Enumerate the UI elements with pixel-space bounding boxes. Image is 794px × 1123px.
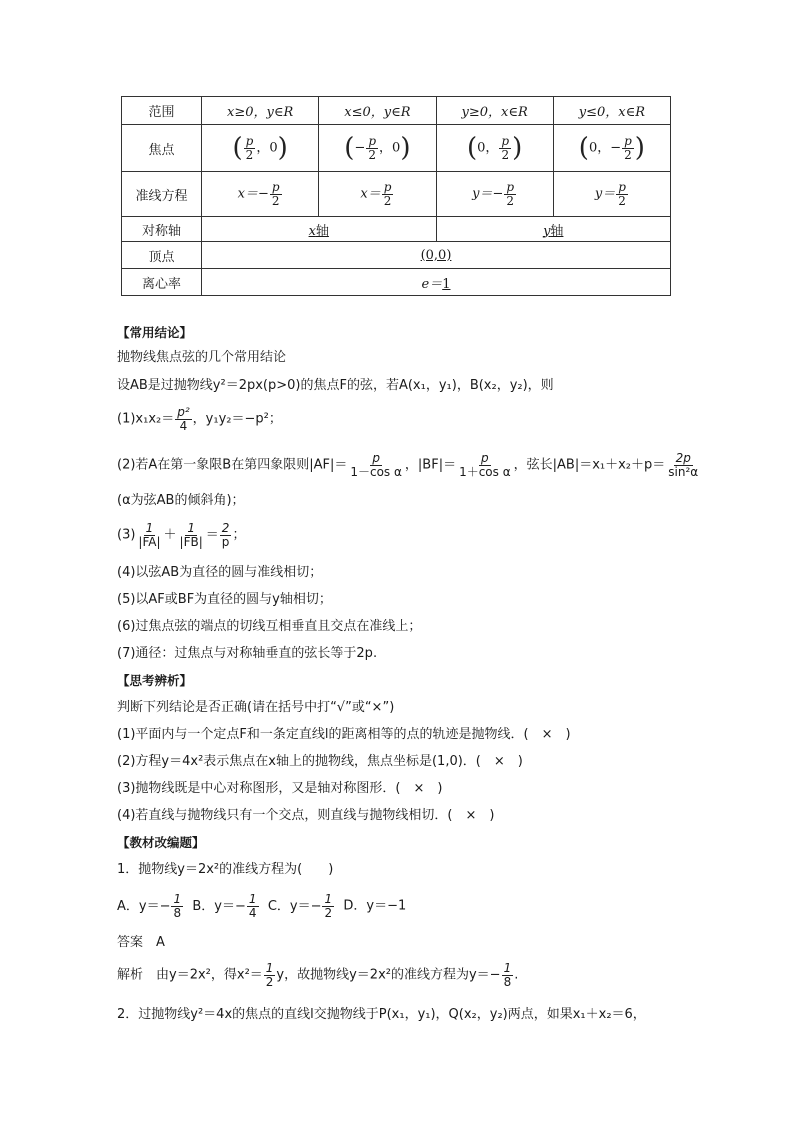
thinking-instruction: 判断下列结论是否正确(请在括号中打“√”或“×”) bbox=[117, 700, 395, 715]
range-cell: x≥0，y∈R bbox=[202, 97, 319, 125]
range-cell: y≤0，x∈R bbox=[553, 97, 670, 125]
parabola-properties-table bbox=[121, 96, 671, 296]
question-1-options bbox=[117, 893, 406, 919]
row-label-focus: 焦点 bbox=[122, 125, 202, 172]
table-row-vertex bbox=[122, 242, 671, 269]
conclusions-intro: 设AB是过抛物线y²＝2px(p>0)的焦点F的弦，若A(x₁，y₁)，B(x₂，y₂)，则 bbox=[117, 378, 554, 393]
focus-cell: (0，− $\frac{p}{2}$ ) bbox=[553, 125, 670, 172]
option-d: D．y＝−1 bbox=[343, 898, 407, 914]
table-row-directrix bbox=[122, 172, 671, 217]
table-row-axis bbox=[122, 217, 671, 242]
directrix-cell: x＝ $\frac{p}{2}$ bbox=[319, 172, 436, 217]
section-heading-conclusions: 【常用结论】 bbox=[117, 325, 193, 340]
conclusion-item-1: (1)x₁x₂＝ $\frac{\text{p²}}{4}$ ，y₁y₂＝−p²； bbox=[117, 405, 282, 433]
question-1: 1．抛物线y＝2x²的准线方程为( ) bbox=[117, 862, 334, 877]
thinking-item: (3)抛物线既是中心对称图形，又是轴对称图形．( × ) bbox=[117, 781, 443, 796]
question-2: 2．过抛物线y²＝4x的焦点的直线l交抛物线于P(x₁，y₁)，Q(x₂，y₂)两点，如果x₁＋x₂＝6， bbox=[117, 1007, 646, 1022]
row-label-vertex: 顶点 bbox=[122, 242, 202, 269]
thinking-item: (2)方程y＝4x²表示焦点在x轴上的抛物线，焦点坐标是(1,0)．( × ) bbox=[117, 754, 523, 769]
directrix-cell: y＝− $\frac{p}{2}$ bbox=[436, 172, 553, 217]
focus-cell: (− $\frac{p}{2}$ ，0) bbox=[319, 125, 436, 172]
section-heading-thinking: 【思考辨析】 bbox=[117, 673, 193, 688]
conclusion-item-4: (4)以弦AB为直径的圆与准线相切； bbox=[117, 565, 323, 580]
directrix-cell: y＝ $\frac{p}{2}$ bbox=[553, 172, 670, 217]
range-cell: y≥0，x∈R bbox=[436, 97, 553, 125]
option-b: B．y＝− $\frac{1}{4}$ bbox=[192, 892, 257, 920]
option-c: C．y＝− $\frac{1}{2}$ bbox=[267, 892, 333, 920]
focus-cell: (0， $\frac{p}{2}$ ) bbox=[436, 125, 553, 172]
conclusion-item-2: (2)若A在第一象限B在第四象限则|AF|＝ $\frac{p}{\text{1－cos α}}$ ，|BF|＝ $\frac{p}{\text{1＋cos α}}$ ，弦长|AB|＝x₁＋x₂＋p＝ $\frac{2p}{\text{sin²α}}$ bbox=[117, 451, 699, 479]
table-row-focus bbox=[122, 125, 671, 172]
axis-cell-x: x轴 bbox=[202, 217, 437, 242]
conclusion-item-7: (7)通径：过焦点与对称轴垂直的弦长等于2p. bbox=[117, 646, 378, 661]
thinking-item: (1)平面内与一个定点F和一条定直线l的距离相等的点的轨迹是抛物线．( × ) bbox=[117, 727, 571, 742]
row-label-range: 范围 bbox=[122, 97, 202, 125]
vertex-cell: (0,0) bbox=[202, 242, 671, 269]
conclusion-item-2-note: (α为弦AB的倾斜角)； bbox=[117, 493, 245, 508]
table-row-range bbox=[122, 97, 671, 125]
conclusions-subtitle: 抛物线焦点弦的几个常用结论 bbox=[117, 350, 287, 365]
range-cell: x≤0，y∈R bbox=[319, 97, 436, 125]
answer: 答案 A bbox=[117, 935, 165, 950]
row-label-axis: 对称轴 bbox=[122, 217, 202, 242]
focus-cell: ( $\frac{p}{2}$ ，0) bbox=[202, 125, 319, 172]
directrix-cell: x＝− $\frac{p}{2}$ bbox=[202, 172, 319, 217]
axis-cell-y: y轴 bbox=[436, 217, 671, 242]
row-label-directrix: 准线方程 bbox=[122, 172, 202, 217]
thinking-item: (4)若直线与抛物线只有一个交点，则直线与抛物线相切．( × ) bbox=[117, 808, 495, 823]
section-heading-textbook: 【教材改编题】 bbox=[117, 835, 205, 850]
eccentricity-cell: e＝1 bbox=[202, 269, 671, 296]
table-row-eccentricity bbox=[122, 269, 671, 296]
row-label-eccentricity: 离心率 bbox=[122, 269, 202, 296]
analysis: 解析 由y＝2x²，得x²＝ $\frac{1}{2}$ y，故抛物线y＝2x²的准线方程为y＝− $\frac{1}{8}$ . bbox=[117, 961, 519, 989]
conclusion-item-6: (6)过焦点弦的端点的切线互相垂直且交点在准线上； bbox=[117, 619, 422, 634]
conclusion-item-5: (5)以AF或BF为直径的圆与y轴相切； bbox=[117, 592, 332, 607]
option-a: A．y＝− $\frac{1}{8}$ bbox=[117, 892, 182, 920]
conclusion-item-3: (3) $\frac{1}{|FA|}$ ＋ $\frac{1}{|FB|}$ ＝ $\frac{2}{p}$ ； bbox=[117, 521, 246, 549]
